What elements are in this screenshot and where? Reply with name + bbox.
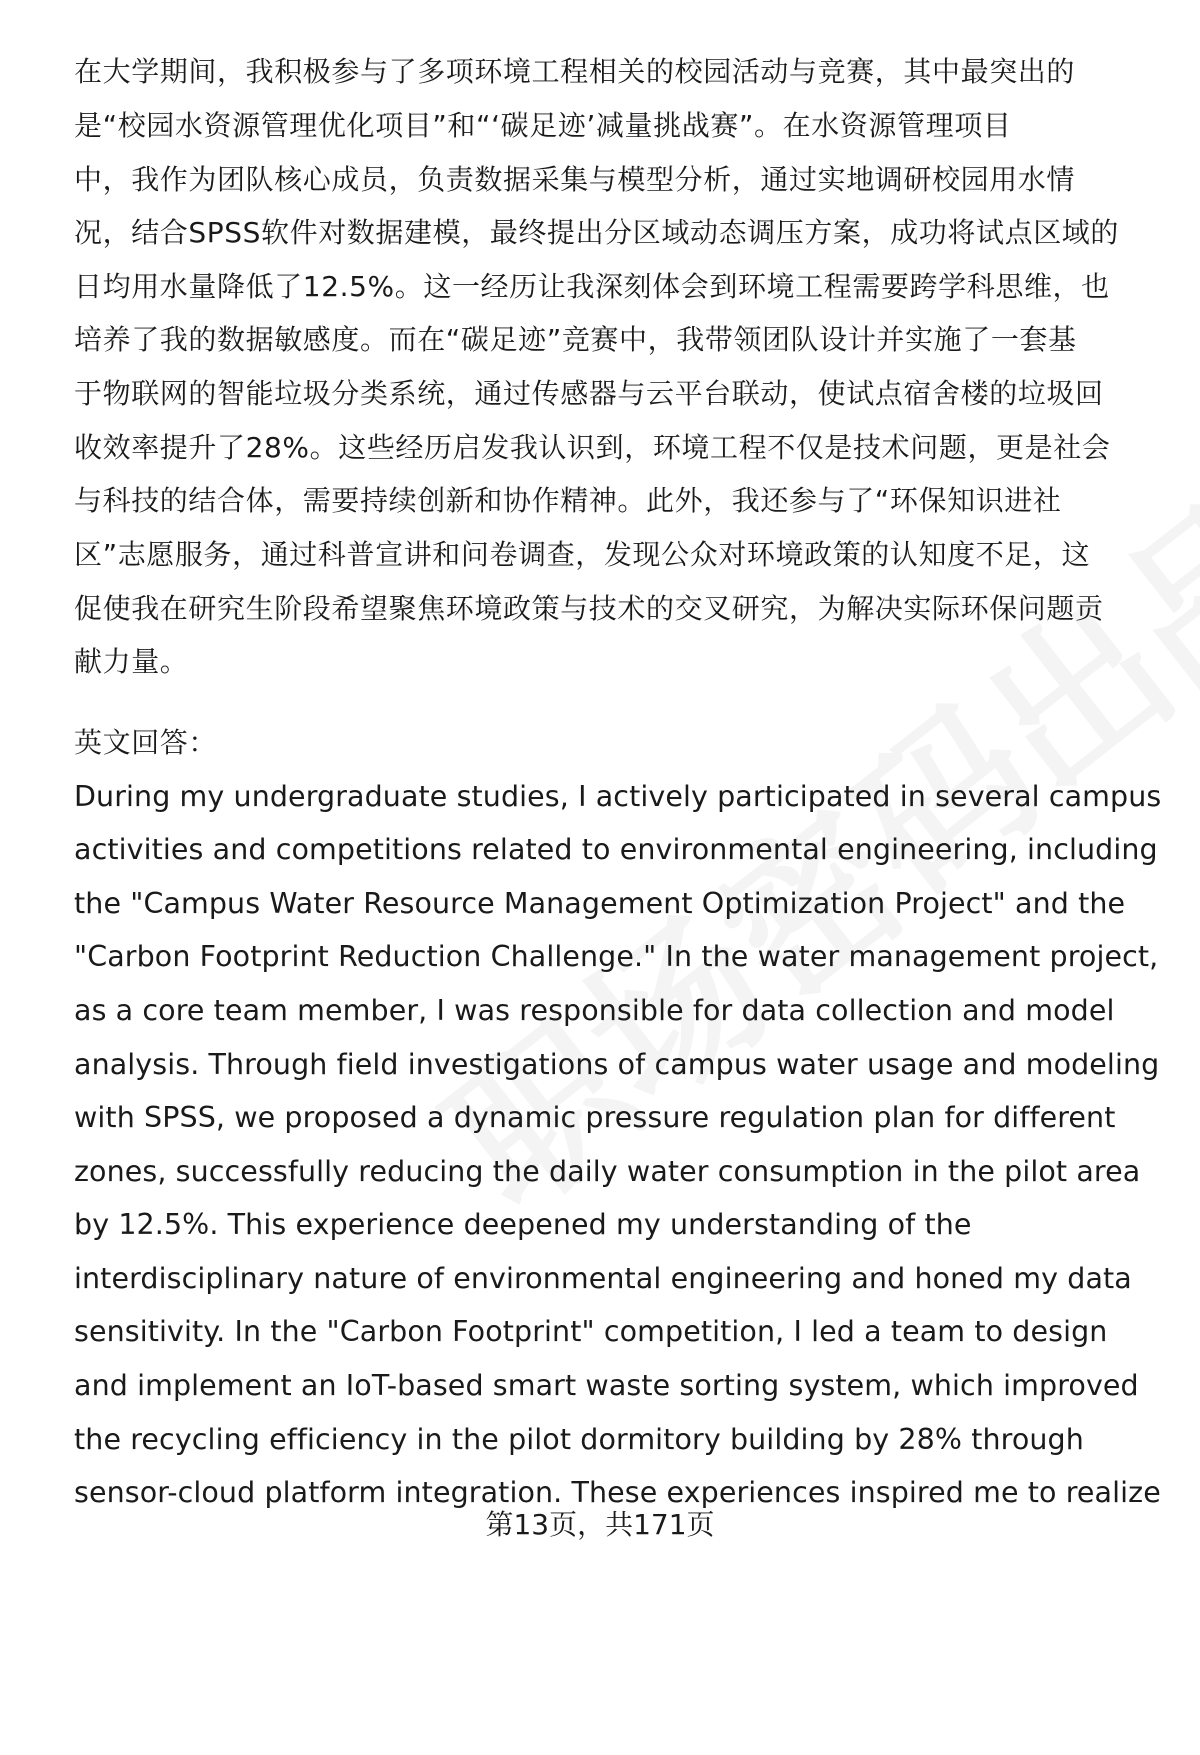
english-paragraph-line: sensitivity. In the "Carbon Footprint" competition, I led a team to design	[74, 1315, 1108, 1348]
english-paragraph-line: analysis. Through field investigations of campus water usage and modeling	[74, 1048, 1160, 1081]
chinese-paragraph-line: 况，结合SPSS软件对数据建模，最终提出分区域动态调压方案，成功将试点区域的	[74, 216, 1120, 249]
english-paragraph-line: interdisciplinary nature of environmental engineering and honed my data	[74, 1262, 1132, 1295]
english-paragraph-line: the "Campus Water Resource Management Optimization Project" and the	[74, 887, 1126, 920]
chinese-paragraph-line: 与科技的结合体，需要持续创新和协作精神。此外，我还参与了“环保知识进社	[74, 484, 1062, 517]
english-paragraph-line: and implement an IoT-based smart waste sorting system, which improved	[74, 1369, 1139, 1402]
chinese-paragraph-line: 收效率提升了28%。这些经历启发我认识到，环境工程不仅是技术问题，更是社会	[74, 431, 1111, 464]
english-paragraph-line: activities and competitions related to environmental engineering, including	[74, 833, 1158, 866]
english-paragraph-line: During my undergraduate studies, I actively participated in several campus	[74, 780, 1162, 813]
chinese-paragraph-line: 在大学期间，我积极参与了多项环境工程相关的校园活动与竞赛，其中最突出的	[74, 55, 1076, 88]
english-paragraph-line: by 12.5%. This experience deepened my understanding of the	[74, 1208, 972, 1241]
chinese-paragraph-line: 培养了我的数据敏感度。而在“碳足迹”竞赛中，我带领团队设计并实施了一套基	[74, 323, 1077, 356]
chinese-paragraph-line: 献力量。	[74, 645, 189, 678]
english-paragraph-line: "Carbon Footprint Reduction Challenge." In the water management project,	[74, 940, 1159, 973]
english-paragraph-line: as a core team member, I was responsible for data collection and model	[74, 994, 1115, 1027]
chinese-paragraph-line: 于物联网的智能垃圾分类系统，通过传感器与云平台联动，使试点宿舍楼的垃圾回	[74, 377, 1104, 410]
chinese-paragraph-line: 日均用水量降低了12.5%。这一经历让我深刻体会到环境工程需要跨学科思维，也	[74, 270, 1110, 303]
chinese-paragraph-line: 促使我在研究生阶段希望聚焦环境政策与技术的交叉研究，为解决实际环保问题贡	[74, 592, 1104, 625]
chinese-paragraph-line: 是“校园水资源管理优化项目”和“‘碳足迹’减量挑战赛”。在水资源管理项目	[74, 109, 1012, 142]
english-paragraph-line: with SPSS, we proposed a dynamic pressure regulation plan for different	[74, 1101, 1116, 1134]
chinese-paragraph-line: 区”志愿服务，通过科普宣讲和问卷调查，发现公众对环境政策的认知度不足，这	[74, 538, 1091, 571]
page-number-footer: 第13页，共171页	[485, 1508, 715, 1541]
english-answer-heading: 英文回答：	[74, 726, 218, 759]
chinese-paragraph-line: 中，我作为团队核心成员，负责数据采集与模型分析，通过实地调研校园用水情	[74, 163, 1076, 196]
english-paragraph-line: sensor-cloud platform integration. These experiences inspired me to realize	[74, 1476, 1161, 1509]
english-paragraph-line: zones, successfully reducing the daily water consumption in the pilot area	[74, 1155, 1141, 1188]
english-paragraph-line: the recycling efficiency in the pilot dormitory building by 28% through	[74, 1423, 1084, 1456]
